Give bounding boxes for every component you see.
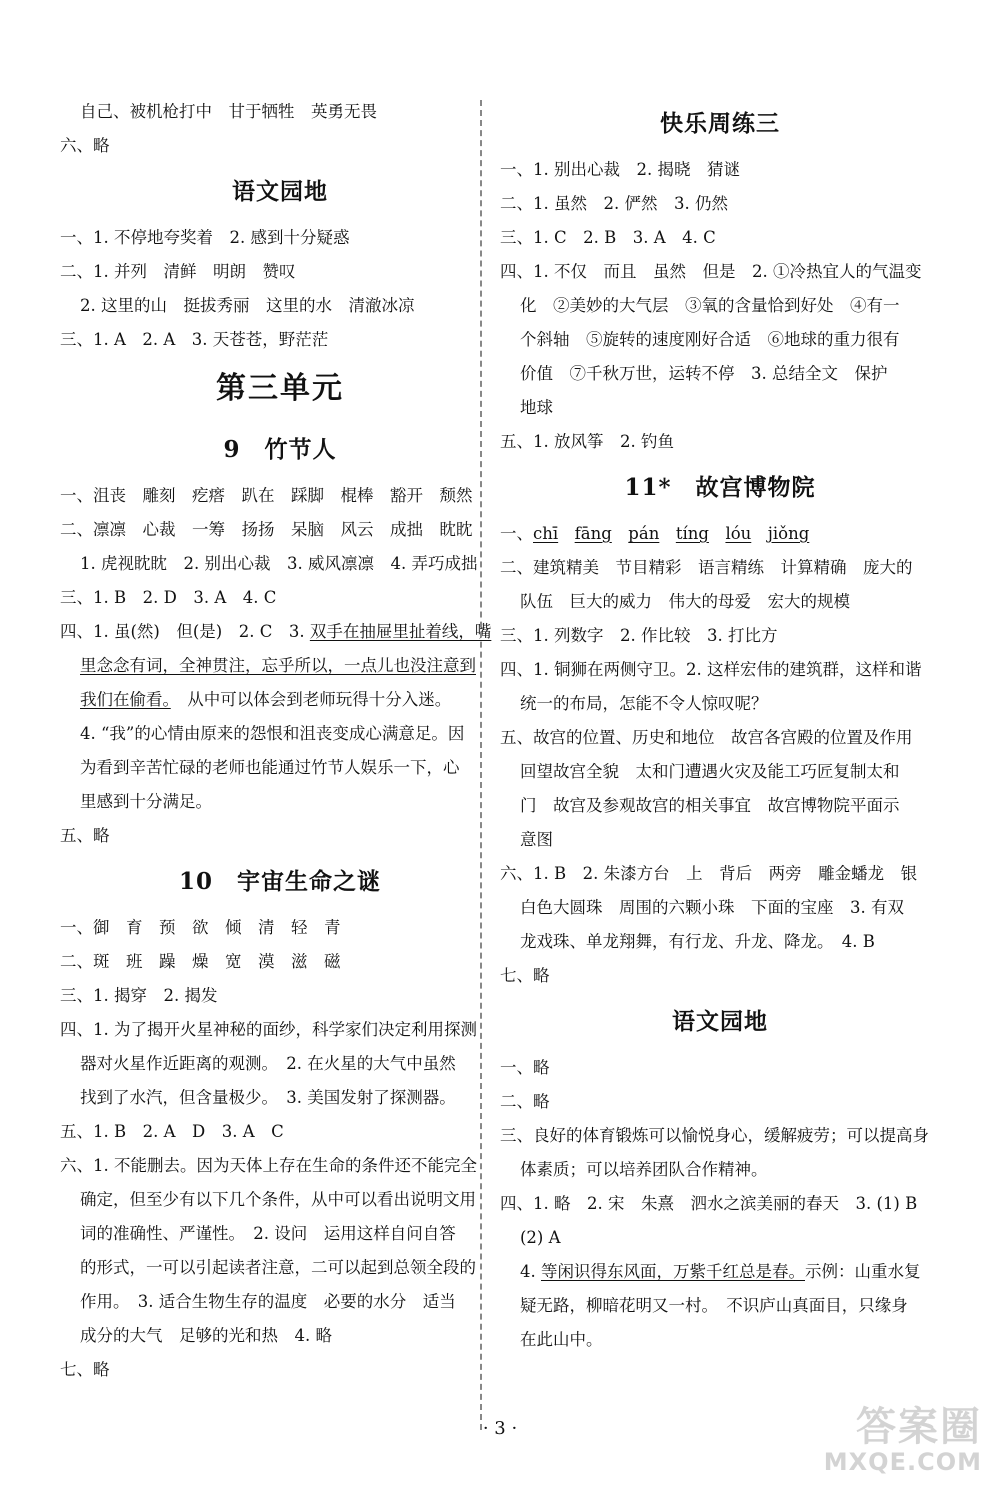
answer-line: 二、1. 虽然 2. 俨然 3. 仍然: [500, 194, 728, 213]
answer-line: [60, 615, 500, 649]
watermark-url: MXQE.COM: [823, 1448, 982, 1476]
answer-line: 作用。 3. 适合生物生存的温度 必要的水分 适当: [80, 1292, 456, 1311]
answer-line: [60, 683, 500, 717]
answer-line: 三、1. A 2. A 3. 天苍苍，野茫茫: [60, 330, 329, 349]
lesson-heading: 11* 故宫博物院: [624, 474, 816, 501]
answer-line: (2) A: [520, 1228, 561, 1247]
section-heading: 语文园地: [672, 1008, 768, 1035]
answer-text: 从中可以体会到老师玩得十分入迷。: [170, 690, 452, 709]
section-heading: 快乐周练三: [660, 110, 780, 137]
right-column: [500, 95, 940, 1357]
answer-line: 三、1. C 2. B 3. A 4. C: [500, 228, 716, 247]
answer-line: 体素质；可以培养团队合作精神。: [520, 1160, 768, 1179]
pinyin-item: chī: [533, 524, 559, 543]
pinyin-line: [500, 517, 940, 551]
answer-line: 确定，但至少有以下几个条件，从中可以看出说明文用: [80, 1190, 476, 1209]
pinyin-item: tíng: [675, 524, 709, 543]
answer-line: 六、略: [60, 136, 110, 155]
answer-text: 一、: [500, 524, 533, 543]
answer-line: 一、沮丧 雕刻 疙瘩 趴在 踩脚 棍棒 豁开 颓然: [60, 486, 473, 505]
column-divider: [480, 100, 482, 1430]
pinyin-item: pán: [628, 524, 660, 543]
answer-line: 四、1. 为了揭开火星神秘的面纱，科学家们决定利用探测: [60, 1020, 477, 1039]
watermark-logo: [792, 1405, 982, 1477]
answer-line: 一、御 育 预 欲 倾 清 轻 青: [60, 918, 341, 937]
answer-line: 三、1. 列数字 2. 作比较 3. 打比方: [500, 626, 778, 645]
section-heading: 语文园地: [232, 178, 328, 205]
unit-heading: 第三单元: [216, 371, 344, 406]
answer-line: 五、1. 放风筝 2. 钓鱼: [500, 432, 674, 451]
left-column: [60, 95, 500, 1387]
answer-line: 意图: [520, 830, 553, 849]
answer-line: 二、斑 班 躁 燥 宽 漠 滋 磁: [60, 952, 341, 971]
lesson-heading: 10 宇宙生命之谜: [178, 868, 381, 895]
pinyin-item: lóu: [725, 524, 752, 543]
answer-line: 二、略: [500, 1092, 550, 1111]
answer-line: 门 故宫及参观故宫的相关事宜 故宫博物院平面示: [520, 796, 900, 815]
answer-line: 五、1. B 2. A D 3. A C: [60, 1122, 284, 1141]
underlined-text: 等闲识得东风面，万紫千红总是春。: [541, 1262, 805, 1281]
answer-line: 价值 ⑦千秋万世，运转不停 3. 总结全文 保护: [520, 364, 888, 383]
watermark-text: 答案圈: [856, 1404, 982, 1450]
answer-line: 的形式，一可以引起读者注意，二可以起到总领全段的: [80, 1258, 476, 1277]
lesson-heading: 9 竹节人: [223, 436, 337, 463]
answer-line: 疑无路，柳暗花明又一村。 不识庐山真面目，只缘身: [520, 1296, 908, 1315]
answer-line: 五、略: [60, 826, 110, 845]
pinyin-item: jiǒng: [767, 524, 810, 543]
answer-line: 统一的布局，怎能不令人惊叹呢？: [520, 694, 768, 713]
page-number: · 3 ·: [482, 1418, 518, 1439]
answer-line: 为看到辛苦忙碌的老师也能通过竹节人娱乐一下，心: [80, 758, 460, 777]
underlined-line: 里念念有词，全神贯注，忘乎所以，一点儿也没注意到: [80, 656, 476, 675]
answer-line: 词的准确性、严谨性。 2. 设问 运用这样自问自答: [80, 1224, 456, 1243]
answer-line: 队伍 巨大的威力 伟大的母爱 宏大的规模: [520, 592, 850, 611]
answer-line: 器对火星作近距离的观测。 2. 在火星的大气中虽然: [80, 1054, 456, 1073]
answer-line: 回望故宫全貌 太和门遭遇火灾及能工巧匠复制太和: [520, 762, 900, 781]
answer-line: 一、略: [500, 1058, 550, 1077]
underlined-text: 双手在抽屉里扯着线，嘴: [309, 622, 492, 641]
answer-line: 三、良好的体育锻炼可以愉悦身心，缓解疲劳；可以提高身: [500, 1126, 929, 1145]
answer-line: 三、1. B 2. D 3. A 4. C: [60, 588, 277, 607]
pinyin-item: fāng: [574, 524, 612, 543]
answer-line: 四、1. 铜狮在两侧守卫。2. 这样宏伟的建筑群，这样和谐: [500, 660, 922, 679]
answer-line: 在此山中。: [520, 1330, 603, 1349]
answer-line: 二、凛凛 心裁 一筹 扬扬 呆脑 风云 成拙 眈眈: [60, 520, 473, 539]
answer-line: 个斜轴 ⑤旋转的速度刚好合适 ⑥地球的重力很有: [520, 330, 900, 349]
answer-line: 白色大圆珠 周围的六颗小珠 下面的宝座 3. 有双: [520, 898, 904, 917]
answer-line: 里感到十分满足。: [80, 792, 212, 811]
answer-line: 2. 这里的山 挺拔秀丽 这里的水 清澈冰凉: [80, 296, 415, 315]
answer-line: [500, 1255, 940, 1289]
answer-line: 4. “我”的心情由原来的怨恨和沮丧变成心满意足。因: [80, 724, 465, 743]
answer-line: 自己、被机枪打中 甘于牺牲 英勇无畏: [80, 102, 377, 121]
answer-text: 4.: [520, 1262, 541, 1281]
answer-line: 三、1. 揭穿 2. 揭发: [60, 986, 218, 1005]
answer-line: 成分的大气 足够的光和热 4. 略: [80, 1326, 332, 1345]
answer-line: 一、1. 别出心裁 2. 揭晓 猜谜: [500, 160, 740, 179]
answer-line: 七、略: [60, 1360, 110, 1379]
answer-line: 七、略: [500, 966, 550, 985]
answer-line: 一、1. 不停地夸奖着 2. 感到十分疑惑: [60, 228, 350, 247]
answer-line: 六、1. 不能删去。因为天体上存在生命的条件还不能完全: [60, 1156, 477, 1175]
underlined-text: 我们在偷看。: [80, 690, 171, 709]
answer-line: 龙戏珠、单龙翔舞，有行龙、升龙、降龙。 4. B: [520, 932, 875, 951]
answer-line: 六、1. B 2. 朱漆方台 上 背后 两旁 雕金蟠龙 银: [500, 864, 918, 883]
answer-line: 化 ②美妙的大气层 ③氧的含量恰到好处 ④有一: [520, 296, 900, 315]
answer-line: 地球: [520, 398, 553, 417]
answer-line: 二、1. 并列 清鲜 明朗 赞叹: [60, 262, 296, 281]
answer-line: 五、故宫的位置、历史和地位 故宫各宫殿的位置及作用: [500, 728, 913, 747]
answer-text: 四、1. 虽(然) 但(是) 2. C 3.: [60, 622, 310, 641]
answer-text: 示例：山重水复: [805, 1262, 921, 1281]
answer-line: 四、1. 略 2. 宋 朱熹 泗水之滨美丽的春天 3. (1) B: [500, 1194, 918, 1213]
answer-line: 找到了水汽，但含量极少。 3. 美国发射了探测器。: [80, 1088, 456, 1107]
answer-line: 四、1. 不仅 而且 虽然 但是 2. ①冷热宜人的气温变: [500, 262, 922, 281]
answer-line: 二、建筑精美 节目精彩 语言精练 计算精确 庞大的: [500, 558, 913, 577]
answer-line: 1. 虎视眈眈 2. 别出心裁 3. 威风凛凛 4. 弄巧成拙: [80, 554, 478, 573]
